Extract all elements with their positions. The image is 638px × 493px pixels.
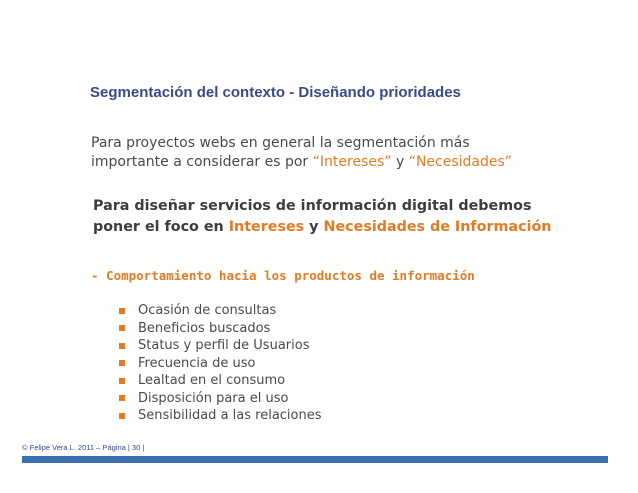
intro-line-2 bbox=[91, 153, 561, 172]
list-item bbox=[119, 302, 322, 320]
highlight-connector: y bbox=[304, 219, 324, 235]
highlight-line-1: Para diseñar servicios de información digital debemos bbox=[93, 198, 532, 214]
list-item-label: Status y perfil de Usuarios bbox=[138, 338, 310, 354]
list-item bbox=[119, 355, 322, 373]
intro-term-necesidades: “Necesidades” bbox=[408, 154, 513, 170]
section-subheading: - Comportamiento hacia los productos de información bbox=[91, 268, 475, 283]
square-bullet-icon bbox=[119, 325, 125, 331]
footer-bar bbox=[22, 456, 608, 463]
square-bullet-icon bbox=[119, 343, 125, 349]
highlight-term-necesidades: Necesidades de Información bbox=[323, 219, 552, 235]
intro-line-2-prefix: importante a considerar es por bbox=[91, 154, 313, 170]
list-item-label: Beneficios buscados bbox=[138, 320, 271, 336]
list-item bbox=[119, 372, 322, 390]
highlight-line-2-prefix: poner el foco en bbox=[93, 219, 229, 235]
bullet-list bbox=[119, 302, 322, 425]
list-item bbox=[119, 390, 322, 408]
square-bullet-icon bbox=[119, 308, 125, 314]
list-item bbox=[119, 320, 322, 338]
highlight-term-intereses: Intereses bbox=[228, 219, 305, 235]
slide-title: Segmentación del contexto - Diseñando prioridades bbox=[90, 84, 461, 101]
intro-paragraph bbox=[91, 134, 561, 172]
highlight-line-2 bbox=[93, 217, 573, 238]
list-item-label: Lealtad en el consumo bbox=[138, 373, 286, 389]
square-bullet-icon bbox=[119, 413, 125, 419]
list-item-label: Disposición para el uso bbox=[138, 390, 289, 406]
footer-credit: © Felipe Vera L. 2011 – Página | 30 | bbox=[22, 443, 145, 452]
square-bullet-icon bbox=[119, 378, 125, 384]
list-item-label: Frecuencia de uso bbox=[138, 355, 256, 371]
intro-term-intereses: “Intereses” bbox=[312, 154, 392, 170]
list-item-label: Sensibilidad a las relaciones bbox=[138, 408, 322, 424]
intro-line-1: Para proyectos webs en general la segmentación más bbox=[91, 135, 470, 151]
highlight-statement bbox=[93, 196, 573, 238]
square-bullet-icon bbox=[119, 395, 125, 401]
intro-connector: y bbox=[391, 154, 409, 170]
list-item-label: Ocasión de consultas bbox=[138, 303, 277, 319]
list-item bbox=[119, 337, 322, 355]
list-item bbox=[119, 407, 322, 425]
square-bullet-icon bbox=[119, 360, 125, 366]
